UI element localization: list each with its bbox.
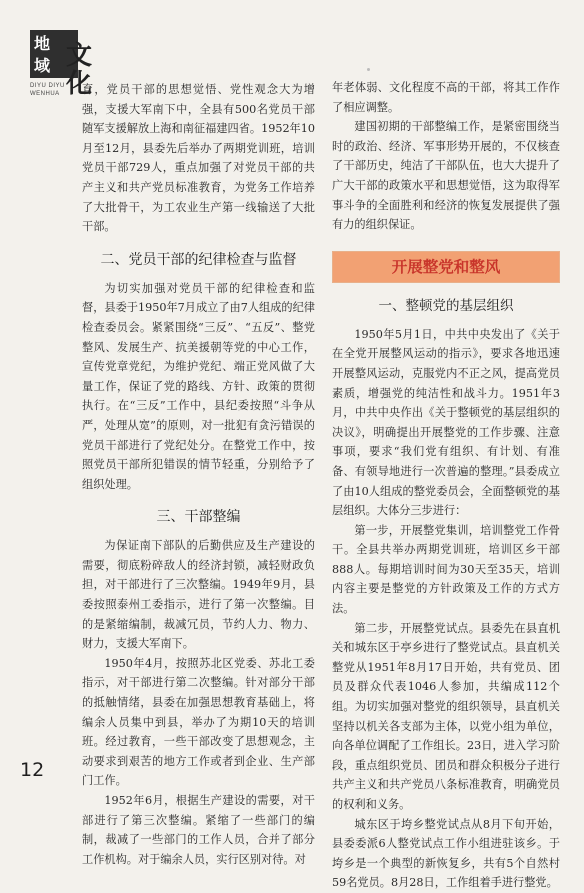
paragraph: 1952年6月，根据生产建设的需要，对干部进行了第三次整编。紧缩了一些部门的编制，裁减了一些部门的工作人员，合并了部分工作机构。对于编余人员，实行区别对待。对 <box>82 794 315 866</box>
badge-side-text: 文化 <box>66 41 93 99</box>
paragraph: 城东区于垮乡整党试点从8月下旬开始，县委委派6人整党试点工作小组进驻该乡。于垮乡是一个典型的新恢复乡，共有5个自然村59名党员。8月28日，工作组着手进行整党。 <box>332 817 560 890</box>
paragraph: 为切实加强对党员干部的纪律检查和监督，县委于1950年7月成立了由7人组成的纪律检查委员会。紧紧围绕“三反”、“五反”、整党整风、发展生产、抗美援朝等党的中心工作，宣传党章党纪，为维护党纪、端正党风做了大量工作，保证了党的路线、方针、政策的贯彻执行。在“三反”工作中，县纪委按照“斗争从严，处理从宽”的原则，对一批犯有贪污错误的党员干部进行了党纪处分。在整党工作中，按照党员干部所犯错误的情节轻重，分别给予了组织处理。 <box>82 281 315 491</box>
paragraph: 第二步，开展整党试点。县委先在县直机关和城东区于亭乡进行了整党试点。县直机关整党从1951年8月17日开始，共有党员、团员及群众代表1046人参加，共编成112个组。为切实加强对整党的组织领导，县直机关坚持以机关各支部为主体，以党小组为单位，向各单位调配了工作组长。23日，进入学习阶段，重点组织党员、团员和群众积极分子进行共产主义和共产党员八条标准教育，明确党员的权利和义务。 <box>332 621 560 811</box>
section-heading-discipline: 二、党员干部的纪律检查与监督 <box>100 251 297 268</box>
decorative-dot <box>367 68 370 71</box>
paragraph: 第一步，开展整党集训，培训整党工作骨干。全县共举办两期党训班，培训区乡干部888人。每期培训时间为30天至35天，培训内容主要是整党的方针政策及工作的方式方法。 <box>332 523 560 616</box>
section-heading-staffing: 三、干部整编 <box>156 509 241 526</box>
paragraph: 年老体弱、文化程度不高的干部，将其工作作了相应调整。 <box>332 81 560 114</box>
chapter-title-banner: 开展整党和整风 <box>332 251 560 283</box>
badge-english: DIYU DIYU WENHUA <box>30 83 65 97</box>
paragraph: 1950年4月，按照苏北区党委、苏北工委指示，对干部进行第二次整编。针对部分干部的抵触情绪，县委在加强思想教育基础上，将编余人员集中到县，举办了为期10天的培训班。经过教育，一些干部改变了思想观念，主动要求到艰苦的地方工作或者到企业、生产部门工作。 <box>82 656 315 788</box>
left-column <box>82 80 315 869</box>
paragraph: 育，党员干部的思想觉悟、党性观念大为增强，支援大军南下中，全县有500名党员干部随军支援解放上海和南征福建四省。1952年10月至12月，县委先后举办了两期党训班，培训党员干部729人，重点加强了对党员干部的共产主义和共产党员标准教育，为党务工作培养了大批骨干，为工农业生产第一线输送了大批干部。 <box>82 83 315 234</box>
page-number: 12 <box>20 759 45 781</box>
paragraph: 1950年5月1日，中共中央发出了《关于在全党开展整风运动的指示》，要求各地迅速开展整风运动，克服党内不正之风，提高党员素质，增强党的纯洁性和战斗力。1951年3月，中共中央作出《关于整顿党的基层组织的决议》，明确提出开展整党的工作步骤、注意事项，要求“我们党有组织、有计划、有准备、有领导地进行一次普遍的整理。”县委成立了由10人组成的整党委员会，全面整顿党的基层组织。大体分三步进行： <box>332 327 560 518</box>
section-heading-grassroots: 一、整顿党的基层组织 <box>378 297 514 314</box>
paragraph: 建国初期的干部整编工作，是紧密围绕当时的政治、经济、军事形势开展的，不仅核查了干部历史，纯洁了干部队伍，也大大提升了广大干部的政策水平和思想觉悟，这为取得军事斗争的全面胜利和经济的恢复发展提供了强有力的组织保证。 <box>332 120 560 232</box>
badge-char-2: 域 <box>34 56 51 75</box>
paragraph: 为保证南下部队的后勤供应及生产建设的需要，彻底粉碎敌人的经济封锁，减轻财政负担，对干部进行了三次整编。1949年9月，县委按照泰州工委指示，进行了第一次整编。目的是紧缩编制，裁减冗员，节约人力、物力、财力，支援大军南下。 <box>82 539 315 651</box>
badge-char-1: 地 <box>34 34 51 53</box>
right-column <box>332 78 560 893</box>
